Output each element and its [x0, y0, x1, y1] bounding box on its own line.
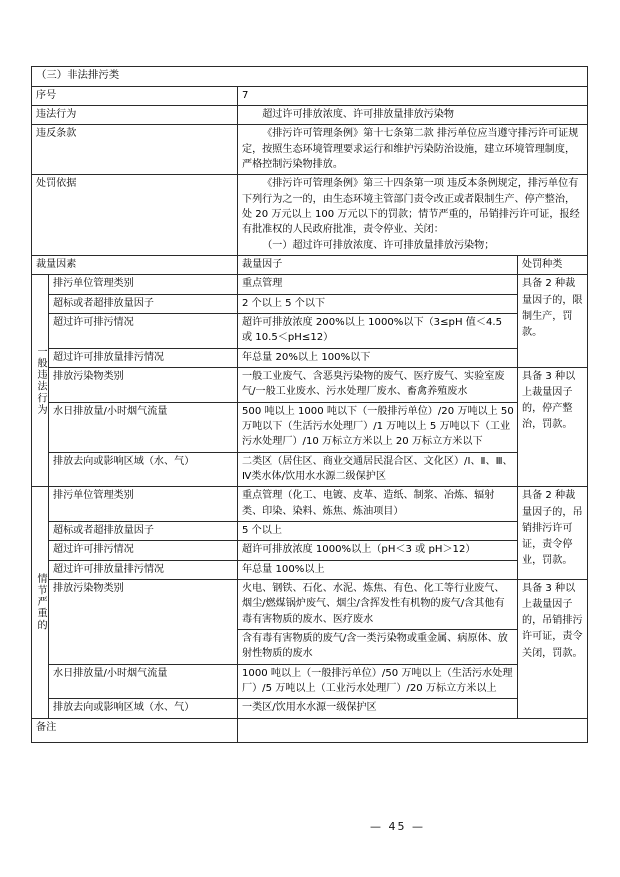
penalty-type-general-2-factors: 具备 2 种裁量因子的，限制生产，罚款。 — [518, 275, 588, 368]
factor-value: 超许可排放浓度 200%以上 1000%以下（3≤pH 值＜4.5 或 10.5＜pH≤12） — [238, 314, 518, 349]
factor-label: 排放污染物类别 — [49, 580, 238, 665]
table-row-remarks — [32, 718, 588, 742]
factor-value: 年总量 100%以上 — [238, 560, 518, 579]
factor-label: 超过许可排污情况 — [49, 314, 238, 349]
column-header-factor-item: 裁量因子 — [238, 256, 518, 275]
factor-label: 超标或者超排放量因子 — [49, 294, 238, 313]
factor-label: 超过许可排放量排污情况 — [49, 348, 238, 367]
table-row-g2-r7 — [32, 699, 588, 718]
penalty-discretion-table — [31, 66, 588, 743]
penalty-type-serious-2-factors: 具备 2 种裁量因子的，吊销排污许可证，责令停业，罚款。 — [518, 487, 588, 580]
factor-label: 排放去向或影响区域（水、气） — [49, 452, 238, 487]
table-row-g2-r6 — [32, 664, 588, 699]
penalty-basis-paragraph-1: 《排污许可管理条例》第三十四条第一项 违反本条例规定，排污单位有下列行为之一的，由生态环境主管部门责令改正或者限制生产、停产整治，处 20 万元以上 100 万元以下的罚款；情节严重的，吊销排污许可证，报经有批准权的人民政府批准，责令停业、关闭： — [242, 178, 580, 236]
row-label-penalty-basis: 处罚依据 — [32, 175, 238, 256]
group-label-serious-circumstances-text: 情节严重的 — [35, 572, 46, 631]
table-row-illegal-act — [32, 106, 588, 125]
table-row-g2-r3 — [32, 560, 588, 579]
penalty-basis-paragraph-2: （一）超过许可排放浓度、许可排放量排放污染物； — [262, 239, 495, 251]
table-row-g1-r4 — [32, 368, 588, 403]
factor-label: 排污单位管理类别 — [49, 487, 238, 522]
table-row-g2-r2 — [32, 541, 588, 560]
table-row-section-title — [32, 67, 588, 87]
table-row-g1-r1 — [32, 294, 588, 313]
row-value-violated-clause: 《排污许可管理条例》第十七条第二款 排污单位应当遵守排污许可证规定，按照生态环境管理要求运行和维护污染防治设施，建立环境管理制度，严格控制污染物排放。 — [238, 125, 588, 175]
table-row-g1-r0 — [32, 275, 588, 294]
row-label-violated-clause: 违反条款 — [32, 125, 238, 175]
row-value-penalty-basis — [238, 175, 588, 256]
factor-label: 排污单位管理类别 — [49, 275, 238, 294]
factor-value: 500 吨以上 1000 吨以下（一般排污单位）/20 万吨以上 50 万吨以下（生活污水处理厂）/1 万吨以上 5 万吨以下（工业污水处理厂）/10 万标立方米以上 20 万标立方米以下 — [238, 402, 518, 452]
factor-label: 排放去向或影响区域（水、气） — [49, 699, 238, 718]
table-row-serial-number — [32, 86, 588, 105]
factor-value: 一类区/饮用水水源一级保护区 — [238, 699, 518, 718]
factor-value: 二类区（居住区、商业交通居民混合区、文化区）/Ⅰ、Ⅱ、Ⅲ、Ⅳ类水体/饮用水水源二级保护区 — [238, 452, 518, 487]
factor-label: 超过许可排污情况 — [49, 541, 238, 560]
penalty-type-general-3-factors: 具备 3 种以上裁量因子的，停产整治，罚款。 — [518, 368, 588, 487]
column-header-factor: 裁量因素 — [32, 256, 238, 275]
factor-value: 5 个以上 — [238, 522, 518, 541]
factor-label: 水日排放量/小时烟气流量 — [49, 402, 238, 452]
table-row-g1-r3 — [32, 348, 588, 367]
factor-label: 水日排放量/小时烟气流量 — [49, 664, 238, 699]
table-row-g1-r5 — [32, 402, 588, 452]
factor-value: 含有毒有害物质的废气/含一类污染物或重金属、病原体、放射性物质的废水 — [238, 629, 518, 664]
penalty-type-serious-3-factors: 具备 3 种以上裁量因子的，吊销排污许可证，责令关闭，罚款。 — [518, 580, 588, 719]
factor-value: 超许可排放浓度 1000%以上（pH＜3 或 pH＞12） — [238, 541, 518, 560]
table-row-column-headers — [32, 256, 588, 275]
row-value-illegal-act: 超过许可排放浓度、许可排放量排放污染物 — [238, 106, 588, 125]
row-label-serial-number: 序号 — [32, 86, 238, 105]
page-number-text: — 45 — — [370, 820, 425, 833]
column-header-penalty-type: 处罚种类 — [518, 256, 588, 275]
factor-value: 年总量 20%以上 100%以下 — [238, 348, 518, 367]
factor-value: 一般工业废气、含恶臭污染物的废气、医疗废气、实验室废气/一般工业废水、污水处理厂废水、畜禽养殖废水 — [238, 368, 518, 403]
table-row-penalty-basis — [32, 175, 588, 256]
table-row-g2-r1 — [32, 522, 588, 541]
section-title: （三）非法排污类 — [32, 67, 588, 87]
factor-label: 超标或者超排放量因子 — [49, 522, 238, 541]
table-row-g1-r6 — [32, 452, 588, 487]
row-value-remarks — [238, 718, 588, 742]
row-label-remarks: 备注 — [32, 718, 238, 742]
factor-value: 火电、钢铁、石化、水泥、炼焦、有色、化工等行业废气、烟尘/燃煤锅炉废气、烟尘/含挥发性有机物的废气/含其他有毒有害物质的废水、医疗废水 — [238, 580, 518, 630]
row-value-serial-number: 7 — [238, 86, 588, 105]
group-label-serious-circumstances — [32, 487, 49, 718]
table-row-g1-r2 — [32, 314, 588, 349]
factor-value: 1000 吨以上（一般排污单位）/50 万吨以上（生活污水处理厂）/5 万吨以上（工业污水处理厂）/20 万标立方米以上 — [238, 664, 518, 699]
table-row-g2-r0 — [32, 487, 588, 522]
factor-value: 重点管理（化工、电镀、皮革、造纸、制浆、冶炼、辐射类、印染、染料、炼焦、炼油项目） — [238, 487, 518, 522]
group-label-general-violation-text: 一般违法行为 — [35, 345, 46, 416]
factor-value: 2 个以上 5 个以下 — [238, 294, 518, 313]
page-number — [0, 820, 620, 833]
row-label-illegal-act: 违法行为 — [32, 106, 238, 125]
factor-label: 排放污染物类别 — [49, 368, 238, 403]
factor-label: 超过许可排放量排污情况 — [49, 560, 238, 579]
factor-value: 重点管理 — [238, 275, 518, 294]
table-row-violated-clause — [32, 125, 588, 175]
table-row-g2-r4 — [32, 580, 588, 630]
group-label-general-violation — [32, 275, 49, 487]
